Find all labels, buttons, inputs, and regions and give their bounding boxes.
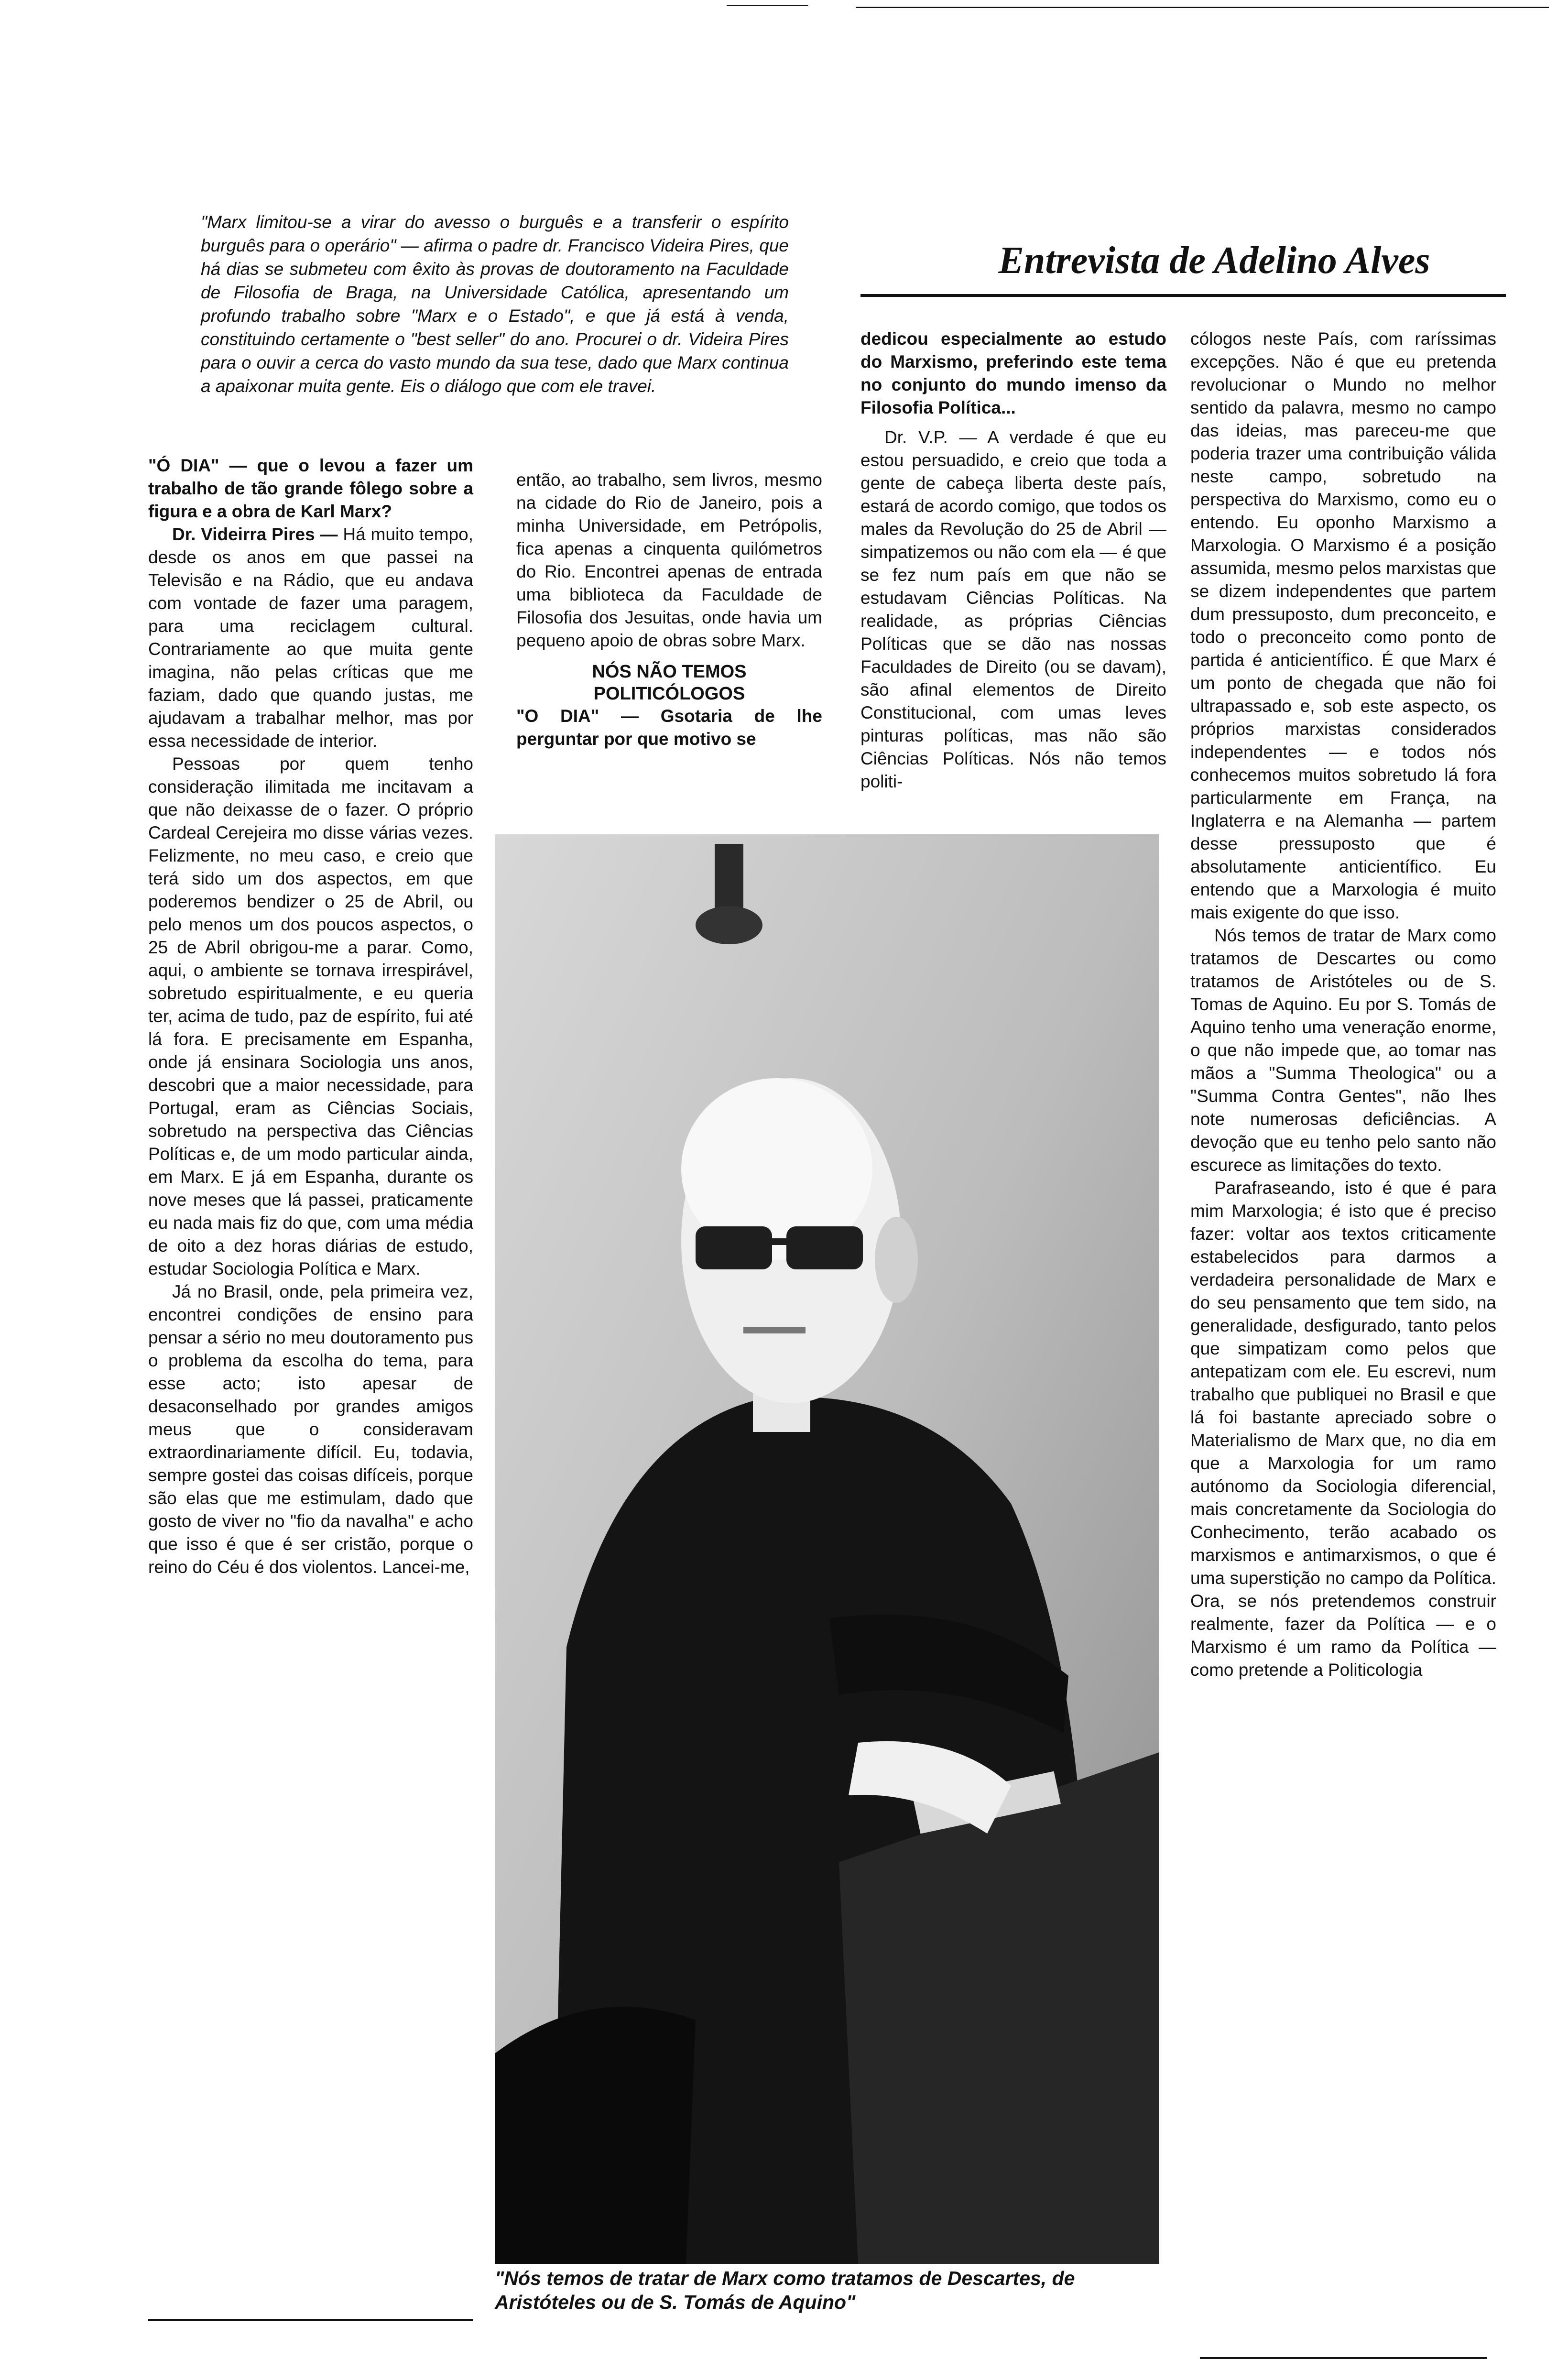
question-2-continued: dedicou especialmente ao estudo do Marxismo, preferindo este tema no conjunto do mundo imenso da Filosofia Política... bbox=[860, 329, 1166, 417]
top-rule-left bbox=[727, 5, 808, 6]
speaker-label-vp: Dr. V.P. — bbox=[884, 427, 977, 447]
answer-2-paragraph-1 bbox=[860, 426, 1166, 793]
portrait-photo bbox=[495, 834, 1159, 2264]
answer-1-paragraph-3: Já no Brasil, onde, pela primeira vez, encontrei condições de ensino para pensar a sério no meu doutoramento pus o problema da escolha do tema, para esse acto; isto apesar de desaconselhado por grandes amigos meus que o consideravam extraordinariamente difícil. Eu, todavia, sempre gostei das coisas difíceis, porque são elas que me estimulam, dado que gosto de viver no "fio da navalha" e acho que isso é que é ser cristão, porque o reino do Céu é dos violentos. Lancei-me, bbox=[148, 1282, 473, 1577]
byline: Entrevista de Adelino Alves bbox=[998, 240, 1430, 282]
column-1-end-rule bbox=[148, 2319, 473, 2321]
answer-2-paragraph-3: Parafraseando, isto é que é para mim Marxologia; é isto que é preciso fazer: voltar aos textos criticamente estabelecidos para darmos a verdadeira personalidade de Marx e do seu pensamento que tem sido, na generalidade, desfigurado, tanto pelos que simpatizam como pelos que antepatizam com ele. Eu escrevi, num trabalho que publiquei no Brasil e que lá foi bastante apreciado sobre o Materialismo de Marx que, no dia em que a Marxologia for um ramo autónomo da Sociologia diferencial, mais concretamente da Sociologia do Conhecimento, terão acabado os marxismos e antimarxismos, o que é uma superstição no campo da Política. Ora, se nós pretendemos construir realmente, fazer da Política — e o Marxismo é um ramo da Política — como pretende a Politicologia bbox=[1190, 1178, 1496, 1680]
bottom-right-rule bbox=[1200, 2357, 1487, 2359]
question-1: "Ó DIA" — que o levou a fazer um trabalho de tão grande fôlego sobre a figura e a obra de Karl Marx? bbox=[148, 456, 473, 521]
speaker-label: Dr. Videirra Pires — bbox=[172, 524, 338, 544]
column-4 bbox=[1190, 328, 1496, 1682]
answer-1-text: Há muito tempo, desde os anos em que passei na Televisão e na Rádio, que eu andava com vontade de fazer uma paragem, para uma reciclagem cultural. Contrariamente ao que muita gente imagina, não pelas críticas que me faziam, dado que quando justas, me ajudavam a trabalhar melhor, mas por essa necessidade de interior. bbox=[148, 524, 473, 751]
question-2: "O DIA" — Gsotaria de lhe perguntar por que motivo se bbox=[516, 706, 822, 749]
top-rule-right bbox=[856, 7, 1549, 8]
column-3 bbox=[860, 328, 1166, 793]
answer-1-paragraph-1 bbox=[148, 523, 473, 753]
answer-1-paragraph-2: Pessoas por quem tenho consideração ilimitada me incitavam a que não deixasse de o fazer. O próprio Cardeal Cerejeira mo disse várias vezes. Felizmente, no meu caso, e creio que terá sido um dos aspectos, em que poderemos bendizer o 25 de Abril, ou pelo menos um dos poucos aspectos, o 25 de Abril obrigou-me a parar. Como, aqui, o ambiente se tornava irrespirável, sobretudo espiritualmente, e eu queria ter, acima de tudo, paz de espírito, fui até lá fora. E precisamente em Espanha, onde já ensinara Sociologia uns anos, descobri que a maior necessidade, para Portugal, eram as Ciências Sociais, sobretudo na perspectiva das Ciências Políticas e, de um modo particular ainda, em Marx. E já em Espanha, durante os nove meses que lá passei, praticamente eu nada mais fiz do que, com uma média de oito a dez horas diárias de estudo, estudar Sociologia Política e Marx. bbox=[148, 754, 473, 1278]
column-2 bbox=[516, 469, 822, 751]
byline-rule bbox=[860, 294, 1506, 297]
answer-2-continued: cólogos neste País, com raríssimas excepções. Não é que eu pretenda revolucionar o Mundo no melhor sentido da palavra, mesmo no campo das ideias, mas pareceu-me que poderia trazer uma contribuição válida neste campo, sobretudo na perspectiva do Marxismo, como eu o entendo. Eu oponho Marxismo a Marxologia. O Marxismo é a posição assumida, mesmo pelos marxistas que se dizem independentes que partem dum pressuposto, dum preconceito, e todo o preconceito como ponto de partida é anticientífico. É que Marx é um ponto de chegada que não foi ultrapassado e, sob este aspecto, os próprios marxistas considerados independentes — e todos nós conhecemos muitos sobretudo lá fora particularmente em França, na Inglaterra e na Alemanha — partem desse pressuposto que é absolutamente anticientífico. Eu entendo que a Marxologia é muito mais exigente do que isso. bbox=[1190, 329, 1496, 922]
answer-1-continued: então, ao trabalho, sem livros, mesmo na cidade do Rio de Janeiro, pois a minha Universidade, em Petrópolis, fica apenas a cinquenta quilómetros do Rio. Encontrei apenas de entrada uma biblioteca da Faculdade de Filosofia dos Jesuitas, onde havia um pequeno apoio de obras sobre Marx. bbox=[516, 470, 822, 650]
column-1 bbox=[148, 454, 473, 1579]
answer-2-text: A verdade é que eu estou persuadido, e creio que toda a gente de cabeça liberta deste país, estará de acordo comigo, que todos os males da Revolução do 25 de Abril — simpatizemos ou não com ela — é que se fez num país em que não se estudavam Ciências Políticas. Na realidade, as próprias Ciências Políticas que se dão nas nossas Faculdades de Direito (ou se davam), são afinal elementos de Direito Constitucional, com umas leves pinturas políticas, mas não são Ciências Políticas. Nós não temos politi- bbox=[860, 427, 1166, 791]
answer-2-paragraph-2: Nós temos de tratar de Marx como tratamos de Descartes ou como tratamos de Aristóteles ou de S. Tomas de Aquino. Eu por S. Tomás de Aquino tenho uma veneração enorme, o que não impede que, ao tomar nas mãos a "Summa Theologica" ou a "Summa Contra Gentes", não lhes note numerosas deficiências. A devoção que eu tenho pelo santo não escurece as limitações do texto. bbox=[1190, 926, 1496, 1175]
portrait-drawing bbox=[495, 834, 1159, 2264]
section-heading: NÓS NÃO TEMOS POLITICÓLOGOS bbox=[592, 662, 747, 704]
photo-caption: "Nós temos de tratar de Marx como tratamos de Descartes, de Aristóteles ou de S. Tomás de Aquino" bbox=[495, 2267, 1075, 2313]
intro-paragraph: "Marx limitou-se a virar do avesso o burguês e a transferir o espírito burguês para o operário" — afirma o padre dr. Francisco Videira Pires, que há dias se submeteu com êxito às provas de doutoramento na Faculdade de Filosofia de Braga, na Universidade Católica, apresentando um profundo trabalho sobre "Marx e o Estado", e que já está à venda, constituindo certamente o "best seller" do ano. Procurei o dr. Videira Pires para o ouvir a cerca do vasto mundo da sua tese, dado que Marx continua a apaixonar muita gente. Eis o diálogo que com ele travei. bbox=[201, 212, 789, 396]
